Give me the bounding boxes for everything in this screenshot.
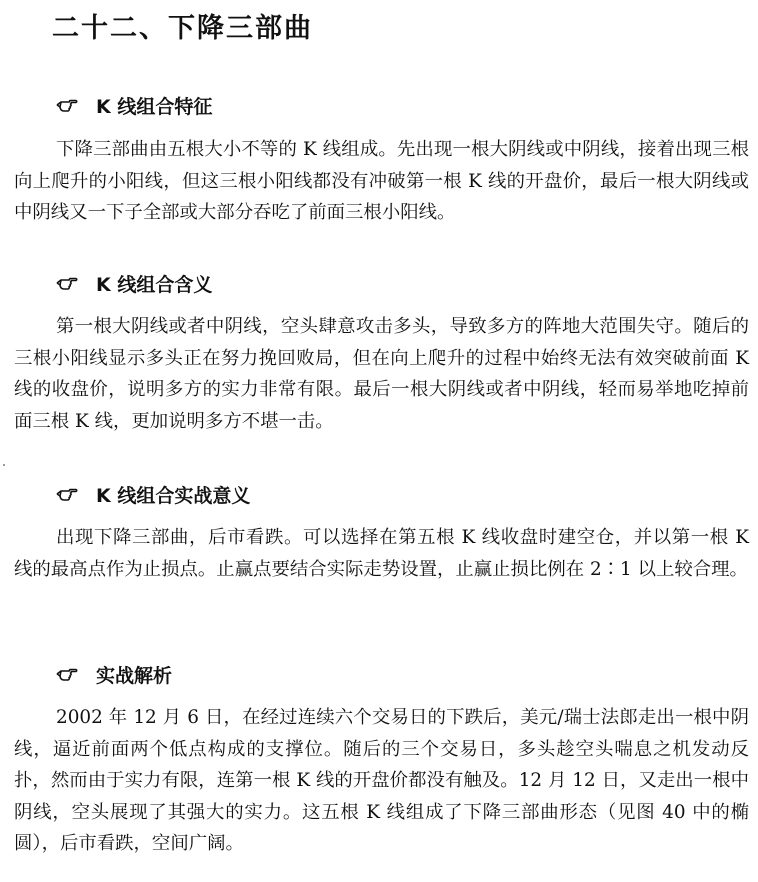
- section-heading-text: K 线组合特征: [96, 95, 213, 118]
- pointing-hand-icon: [56, 274, 78, 292]
- section-heading-text: K 线组合含义: [96, 273, 213, 296]
- section-paragraph-analysis: 2002 年 12 月 6 日，在经过连续六个交易日的下跌后，美元/瑞士法郎走出一根中阴线，逼近前面两个低点构成的支撑位。随后的三个交易日，多头趁空头喘息之机发动反扑，然而由于实力有限，连第一根 K 线的开盘价都没有触及。12 月 12 日，又走出一根中阴线，空头展现了其强大的实力。这五根 K 线组成了下降三部曲形态（见图 40 中的椭圆），后市看跌，空间广阔。: [14, 707, 749, 854]
- pointing-hand-icon: [56, 96, 78, 114]
- section-heading-features: [56, 91, 212, 119]
- pointing-hand-icon: [56, 665, 78, 683]
- section-heading-meaning: [56, 269, 212, 297]
- section-heading-practical: [56, 480, 250, 508]
- section-heading-analysis: [56, 660, 172, 688]
- section-heading-text: 实战解析: [96, 664, 173, 687]
- section-heading-text: K 线组合实战意义: [96, 484, 251, 507]
- section-paragraph-practical: 出现下降三部曲，后市看跌。可以选择在第五根 K 线收盘时建空仓，并以第一根 K 线的最高点作为止损点。止赢点要结合实际走势设置，止赢止损比例在 2∶1 以上较合理。: [14, 527, 749, 580]
- section-paragraph-features: 下降三部曲由五根大小不等的 K 线组成。先出现一根大阴线或中阴线，接着出现三根向上爬升的小阳线，但这三根小阳线都没有冲破第一根 K 线的开盘价，最后一根大阴线或中阴线又一下子全部或大部分吞吃了前面三根小阳线。: [14, 139, 749, 223]
- section-paragraph-meaning: 第一根大阴线或者中阴线，空头肆意攻击多头，导致多方的阵地大范围失守。随后的三根小阳线显示多头正在努力挽回败局，但在向上爬升的过程中始终无法有效突破前面 K 线的收盘价，说明多方的实力非常有限。最后一根大阴线或者中阴线，轻而易举地吃掉前面三根 K 线，更加说明多方不堪一击。: [14, 316, 749, 432]
- pointing-hand-icon: [56, 485, 78, 503]
- page-title: 二十二、下降三部曲: [52, 13, 313, 44]
- margin-mark: [3, 464, 5, 466]
